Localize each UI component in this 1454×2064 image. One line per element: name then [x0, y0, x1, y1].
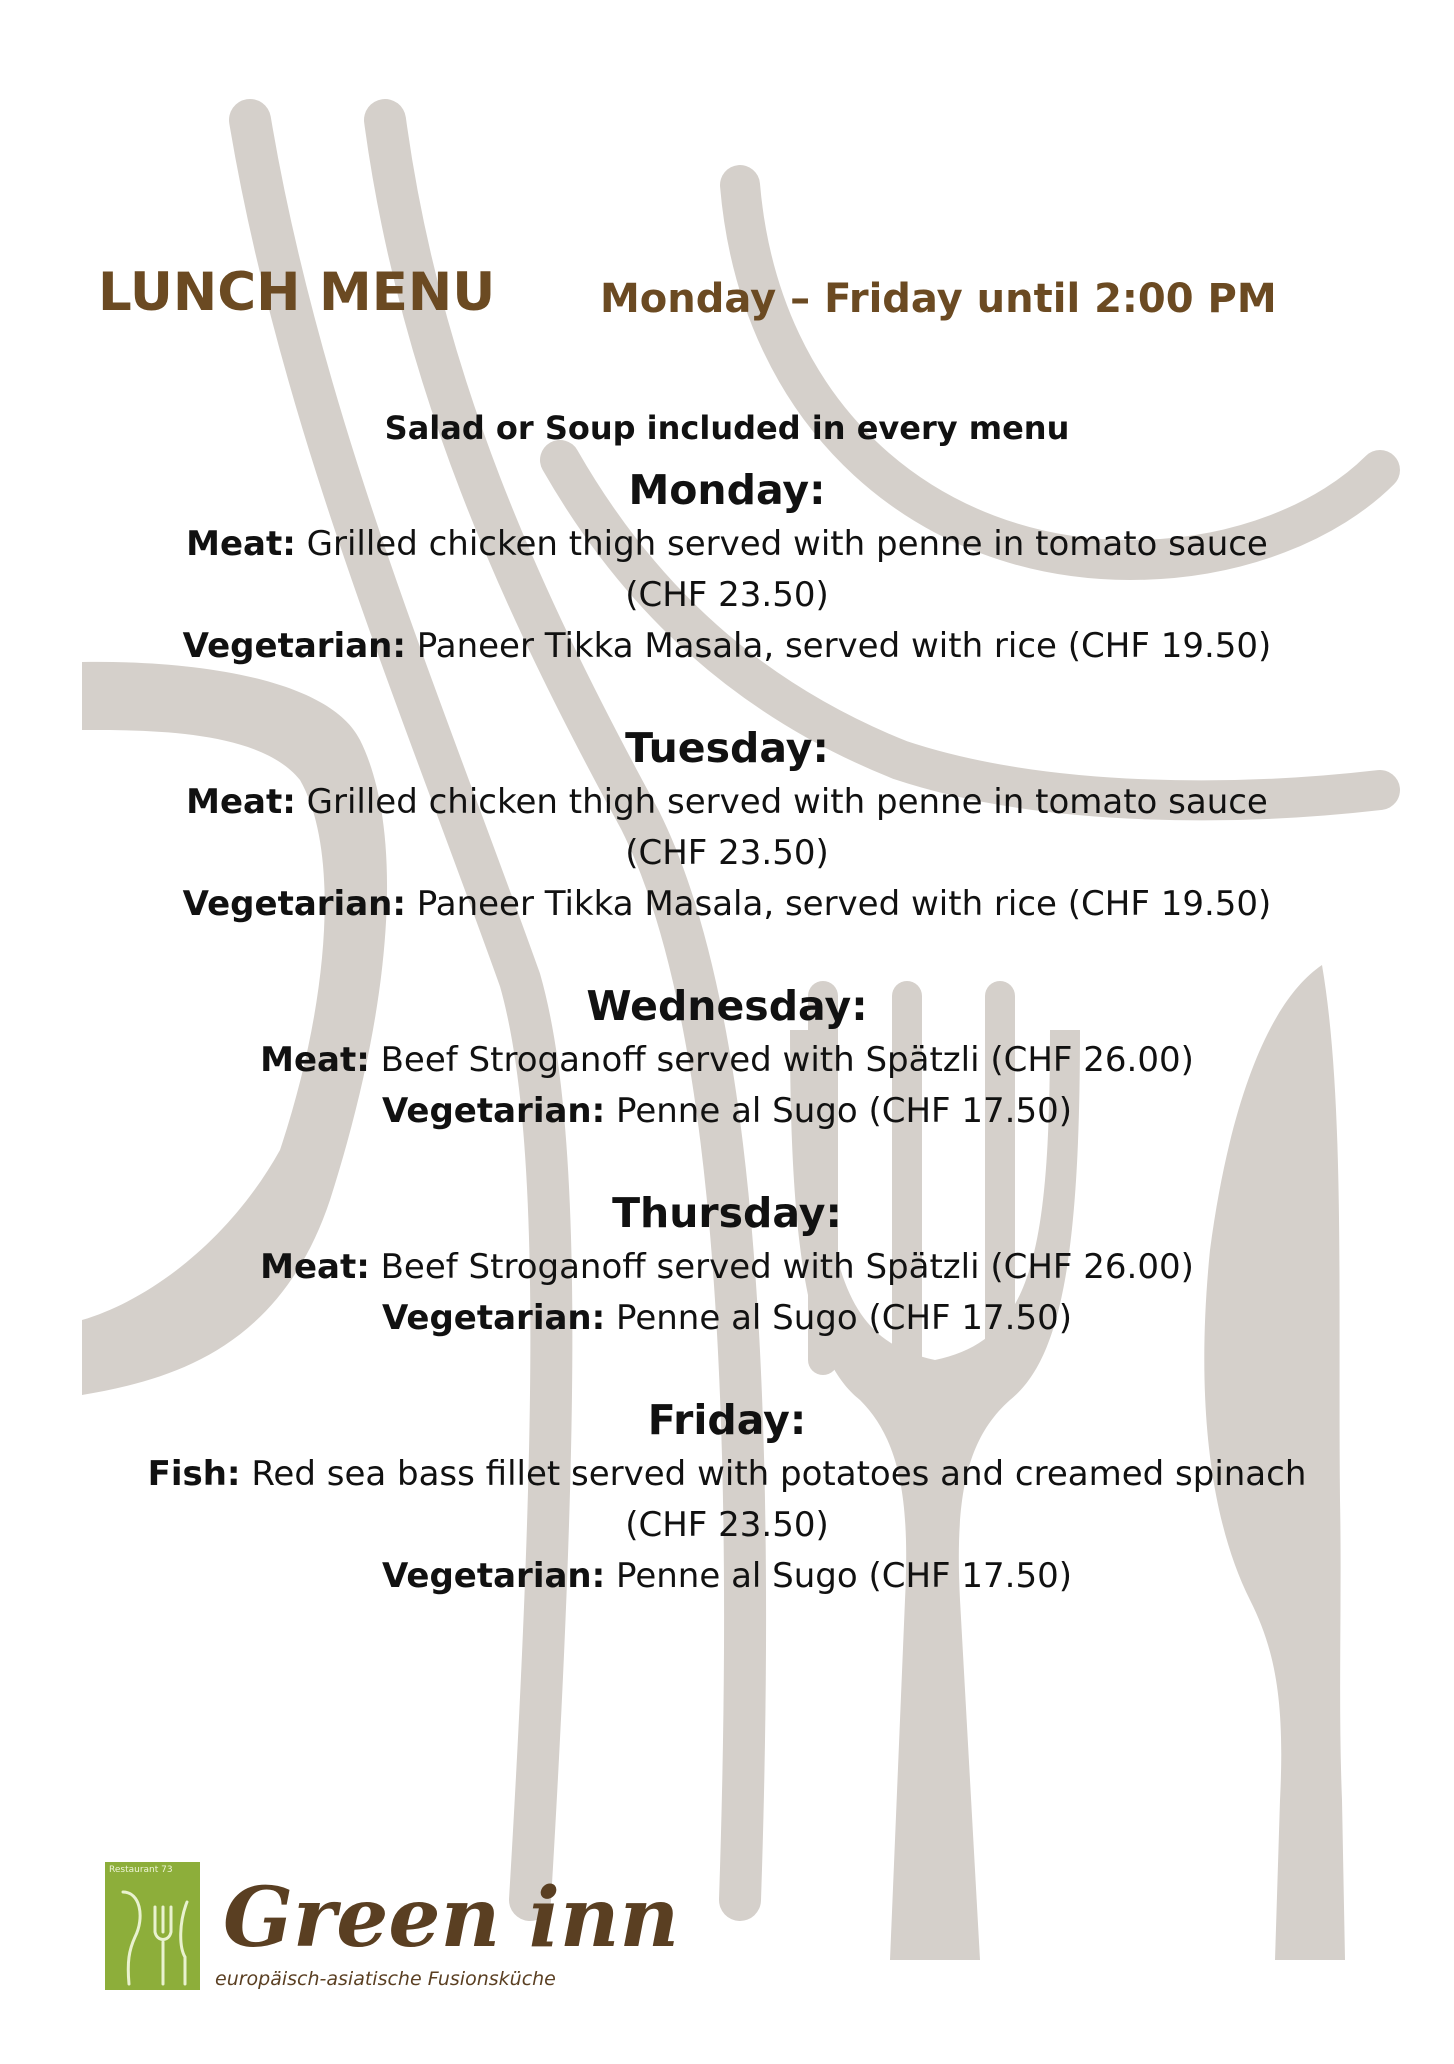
dish-label: Vegetarian: [182, 626, 406, 666]
dish-label: Meat: [186, 524, 296, 564]
dish-text: Paneer Tikka Masala, served with rice (CHF 19.50) [405, 626, 1272, 666]
dish-label: Fish: [147, 1454, 241, 1494]
cutlery-icon [105, 1862, 200, 1990]
day-wednesday [0, 977, 1454, 1137]
dish-text: Grilled chicken thigh served with penne in tomato sauce [295, 524, 1268, 564]
day-heading: Wednesday: [586, 982, 868, 1030]
logo-box-text: Restaurant 73 [109, 1865, 173, 1875]
day-heading: Thursday: [612, 1189, 842, 1237]
dish-price: (CHF 23.50) [625, 833, 829, 873]
dish-label: Meat: [186, 782, 296, 822]
meat-dish [0, 777, 1454, 828]
dish-price: (CHF 23.50) [625, 575, 829, 615]
dish-text: Red sea bass fillet served with potatoes and creamed spinach [240, 1454, 1307, 1494]
fish-dish [0, 1449, 1454, 1500]
dish-label: Vegetarian: [381, 1556, 606, 1596]
day-heading: Friday: [647, 1396, 807, 1444]
dish-text: Penne al Sugo (CHF 17.50) [605, 1091, 1073, 1131]
day-heading: Monday: [628, 466, 826, 514]
day-tuesday [0, 719, 1454, 930]
dish-text: Beef Stroganoff served with Spätzli (CHF 26.00) [369, 1040, 1194, 1080]
meat-dish [0, 519, 1454, 570]
vegetarian-dish [0, 1551, 1454, 1602]
day-heading: Tuesday: [625, 724, 829, 772]
dish-label: Meat: [260, 1247, 370, 1287]
dish-text: Paneer Tikka Masala, served with rice (CHF 19.50) [405, 884, 1272, 924]
service-hours: Monday – Friday until 2:00 PM [600, 276, 1277, 322]
vegetarian-dish [0, 1086, 1454, 1137]
menu-content [0, 403, 1454, 1649]
dish-text: Beef Stroganoff served with Spätzli (CHF 26.00) [369, 1247, 1194, 1287]
dish-price: (CHF 23.50) [625, 1505, 829, 1545]
logo-wordmark: Green inn [223, 1870, 680, 1966]
day-monday [0, 461, 1454, 672]
vegetarian-dish [0, 1293, 1454, 1344]
logo-tagline: europäisch-asiatische Fusionsküche [215, 1968, 556, 1990]
vegetarian-dish [0, 621, 1454, 672]
vegetarian-dish [0, 879, 1454, 930]
menu-header [0, 262, 1454, 332]
dish-text: Grilled chicken thigh served with penne in tomato sauce [295, 782, 1268, 822]
day-friday [0, 1391, 1454, 1602]
dish-label: Vegetarian: [182, 884, 406, 924]
included-note: Salad or Soup included in every menu [384, 409, 1070, 447]
meat-dish [0, 1035, 1454, 1086]
dish-text: Penne al Sugo (CHF 17.50) [605, 1298, 1073, 1338]
dish-label: Meat: [260, 1040, 370, 1080]
dish-label: Vegetarian: [381, 1298, 606, 1338]
day-thursday [0, 1184, 1454, 1344]
logo-emblem [105, 1862, 200, 1990]
meat-dish [0, 1242, 1454, 1293]
menu-title: LUNCH MENU [98, 262, 496, 323]
dish-label: Vegetarian: [381, 1091, 606, 1131]
dish-text: Penne al Sugo (CHF 17.50) [605, 1556, 1073, 1596]
